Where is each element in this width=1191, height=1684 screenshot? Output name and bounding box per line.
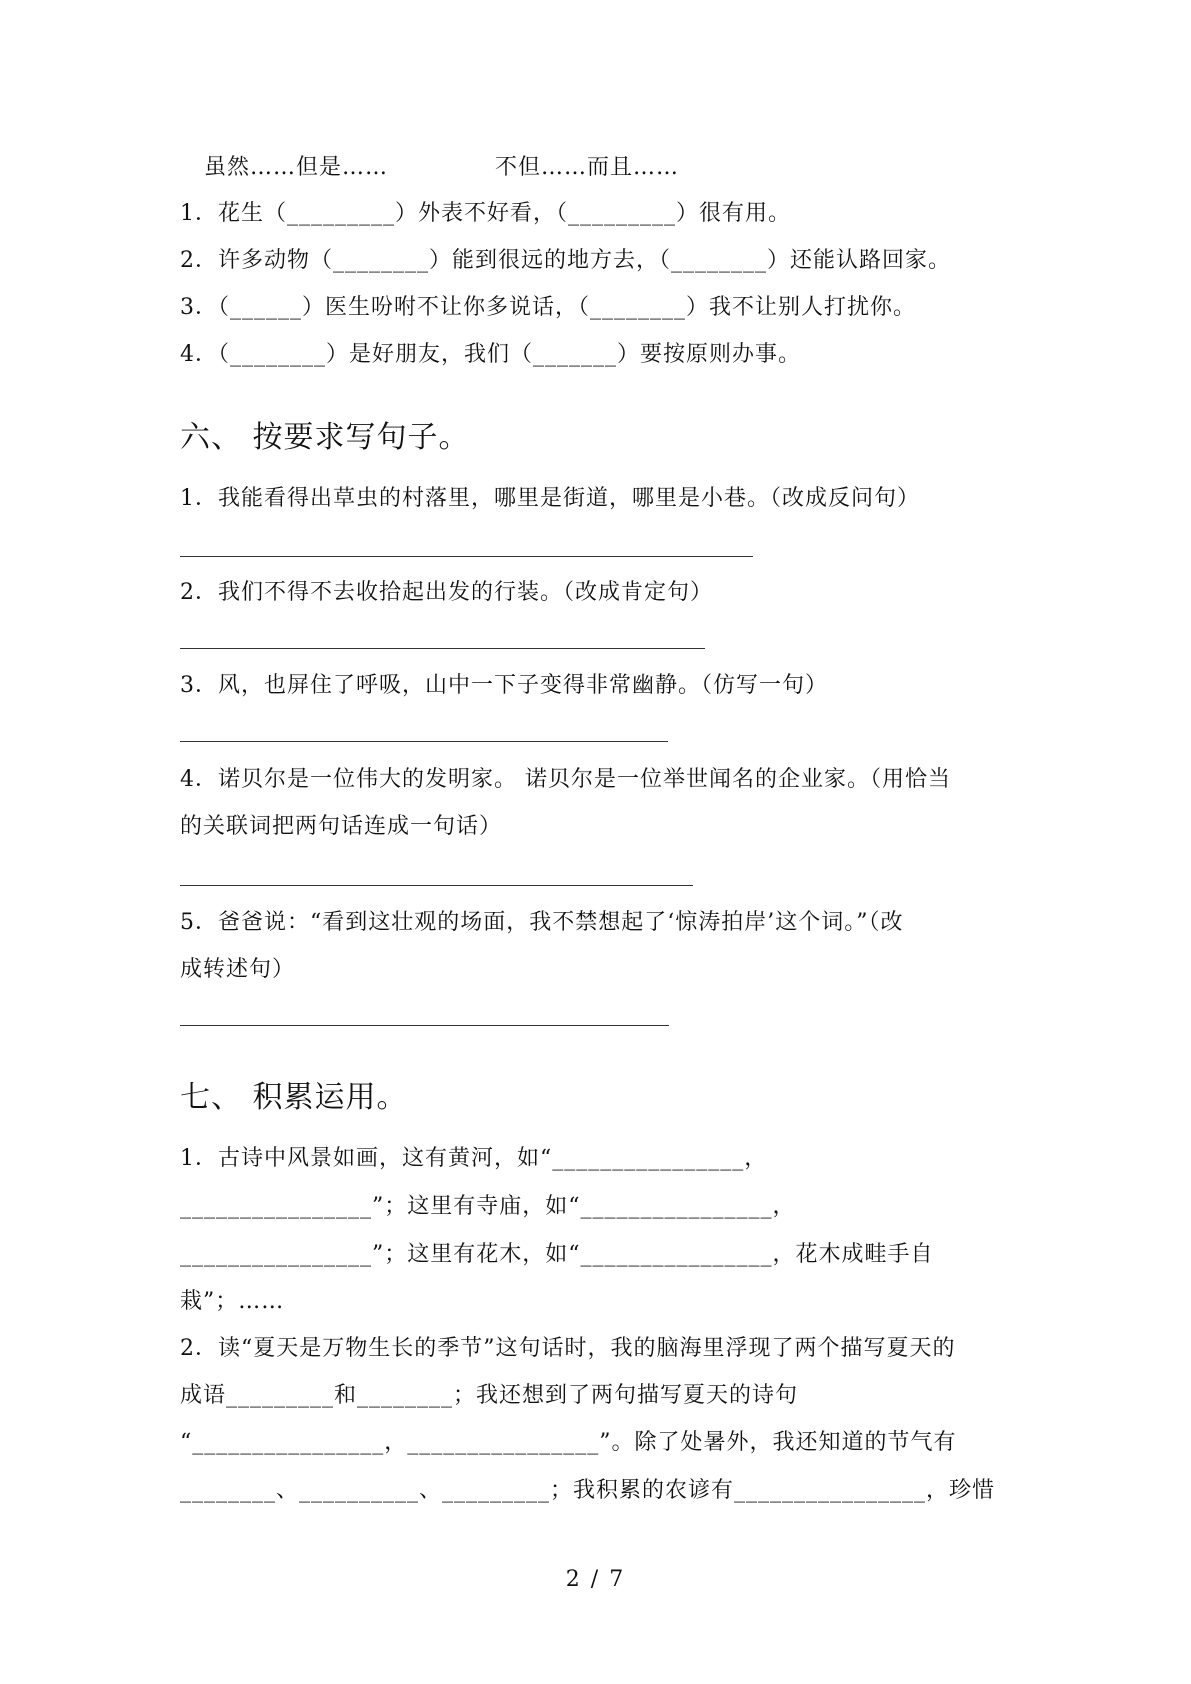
fill-question-2: 2．许多动物（________）能到很远的地方去，（________）还能认路回家。 [180, 248, 951, 273]
fill-question-4: 4．（________）是好朋友，我们（_______）要按原则办事。 [180, 342, 801, 367]
fill-question-1: 1．花生（_________）外表不好看，（_________）很有用。 [180, 201, 791, 226]
s6-answer-line-1 [180, 556, 753, 557]
s7-q2-line-3: “________________，________________”。除了处暑外，我还知道的节气有 [180, 1430, 957, 1455]
s6-question-3: 3．风，也屏住了呼吸，山中一下子变得非常幽静。（仿写一句） [180, 673, 828, 698]
s7-q1-line-4: 栽”；…… [180, 1289, 285, 1314]
word-bank-item-1: 虽然……但是…… [204, 155, 389, 180]
s7-q2-line-4: ________、__________、_________；我积累的农谚有________________，珍惜 [180, 1478, 996, 1503]
s6-answer-line-4 [180, 885, 693, 886]
s7-q2-line-1: 2．读“夏天是万物生长的季节”这句话时，我的脑海里浮现了两个描写夏天的 [180, 1336, 956, 1361]
section-7-title: 七、 积累运用。 [180, 1080, 408, 1115]
fill-question-3: 3．（______）医生吩咐不让你多说话，（________）我不让别人打扰你。 [180, 295, 916, 320]
s6-question-5-line-2: 成转述句） [180, 957, 296, 982]
s7-q1-line-3: ________________”；这里有花木，如“________________，花木成畦手自 [180, 1242, 934, 1267]
word-bank-item-2: 不但……而且…… [495, 155, 680, 180]
page-number: 2 / 7 [565, 1567, 626, 1592]
s6-answer-line-2 [180, 648, 705, 649]
s7-q1-line-1: 1．古诗中风景如画，这有黄河，如“________________， [180, 1146, 768, 1171]
s6-question-1: 1．我能看得出草虫的村落里，哪里是街道，哪里是小巷。（改成反问句） [180, 486, 920, 511]
s6-answer-line-5 [180, 1025, 669, 1026]
s6-question-5-line-1: 5．爸爸说：“看到这壮观的场面，我不禁想起了‘惊涛拍岸’这个词。”（改 [180, 910, 904, 935]
s6-question-4-line-2: 的关联词把两句话连成一句话） [180, 814, 503, 839]
s6-question-4-line-1: 4．诺贝尔是一位伟大的发明家。 诺贝尔是一位举世闻名的企业家。（用恰当 [180, 767, 951, 792]
s6-question-2: 2．我们不得不去收拾起出发的行装。（改成肯定句） [180, 580, 713, 605]
s7-q1-line-2: ________________”；这里有寺庙，如“________________， [180, 1194, 796, 1219]
section-6-title: 六、 按要求写句子。 [180, 420, 470, 455]
s6-answer-line-3 [180, 741, 668, 742]
s7-q2-line-2: 成语_________和________；我还想到了两句描写夏天的诗句 [180, 1383, 799, 1408]
